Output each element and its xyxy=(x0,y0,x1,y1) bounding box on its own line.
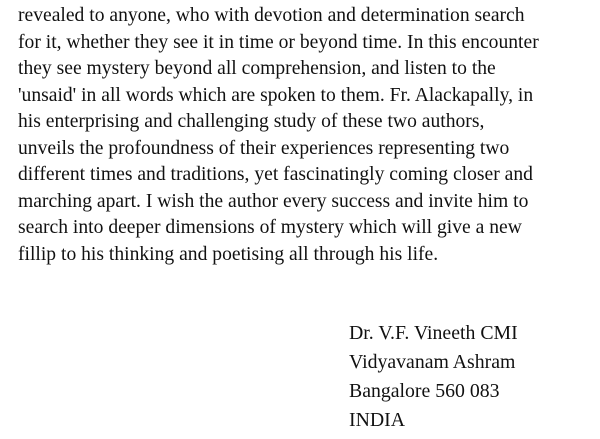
paragraph-line: 'unsaid' in all words which are spoken to them. Fr. Alackapally, in xyxy=(18,84,534,106)
body-paragraph xyxy=(18,3,584,268)
paragraph-line: different times and traditions, yet fascinatingly coming closer and xyxy=(18,164,533,185)
paragraph-line: search into deeper dimensions of mystery which will give a new xyxy=(18,217,522,238)
paragraph-line: for it, whether they see it in time or beyond time. In this encounter xyxy=(18,31,539,53)
signature-country: INDIA xyxy=(349,409,406,431)
paragraph-line: his enterprising and challenging study of these two authors, xyxy=(18,111,485,132)
paragraph-line: revealed to anyone, who with devotion and determination search xyxy=(18,5,525,26)
paragraph-line: unveils the profoundness of their experiences representing two xyxy=(18,137,510,159)
paragraph-line: they see mystery beyond all comprehension, and listen to the xyxy=(18,58,496,79)
signature-city: Bangalore 560 083 xyxy=(349,380,500,402)
paragraph-line: fillip to his thinking and poetising all through his life. xyxy=(18,243,439,265)
signature-name: Dr. V.F. Vineeth CMI xyxy=(349,322,518,344)
paragraph-line: marching apart. I wish the author every success and invite him to xyxy=(18,190,529,212)
signature-block xyxy=(349,319,518,435)
signature-institution: Vidyavanam Ashram xyxy=(349,351,516,373)
